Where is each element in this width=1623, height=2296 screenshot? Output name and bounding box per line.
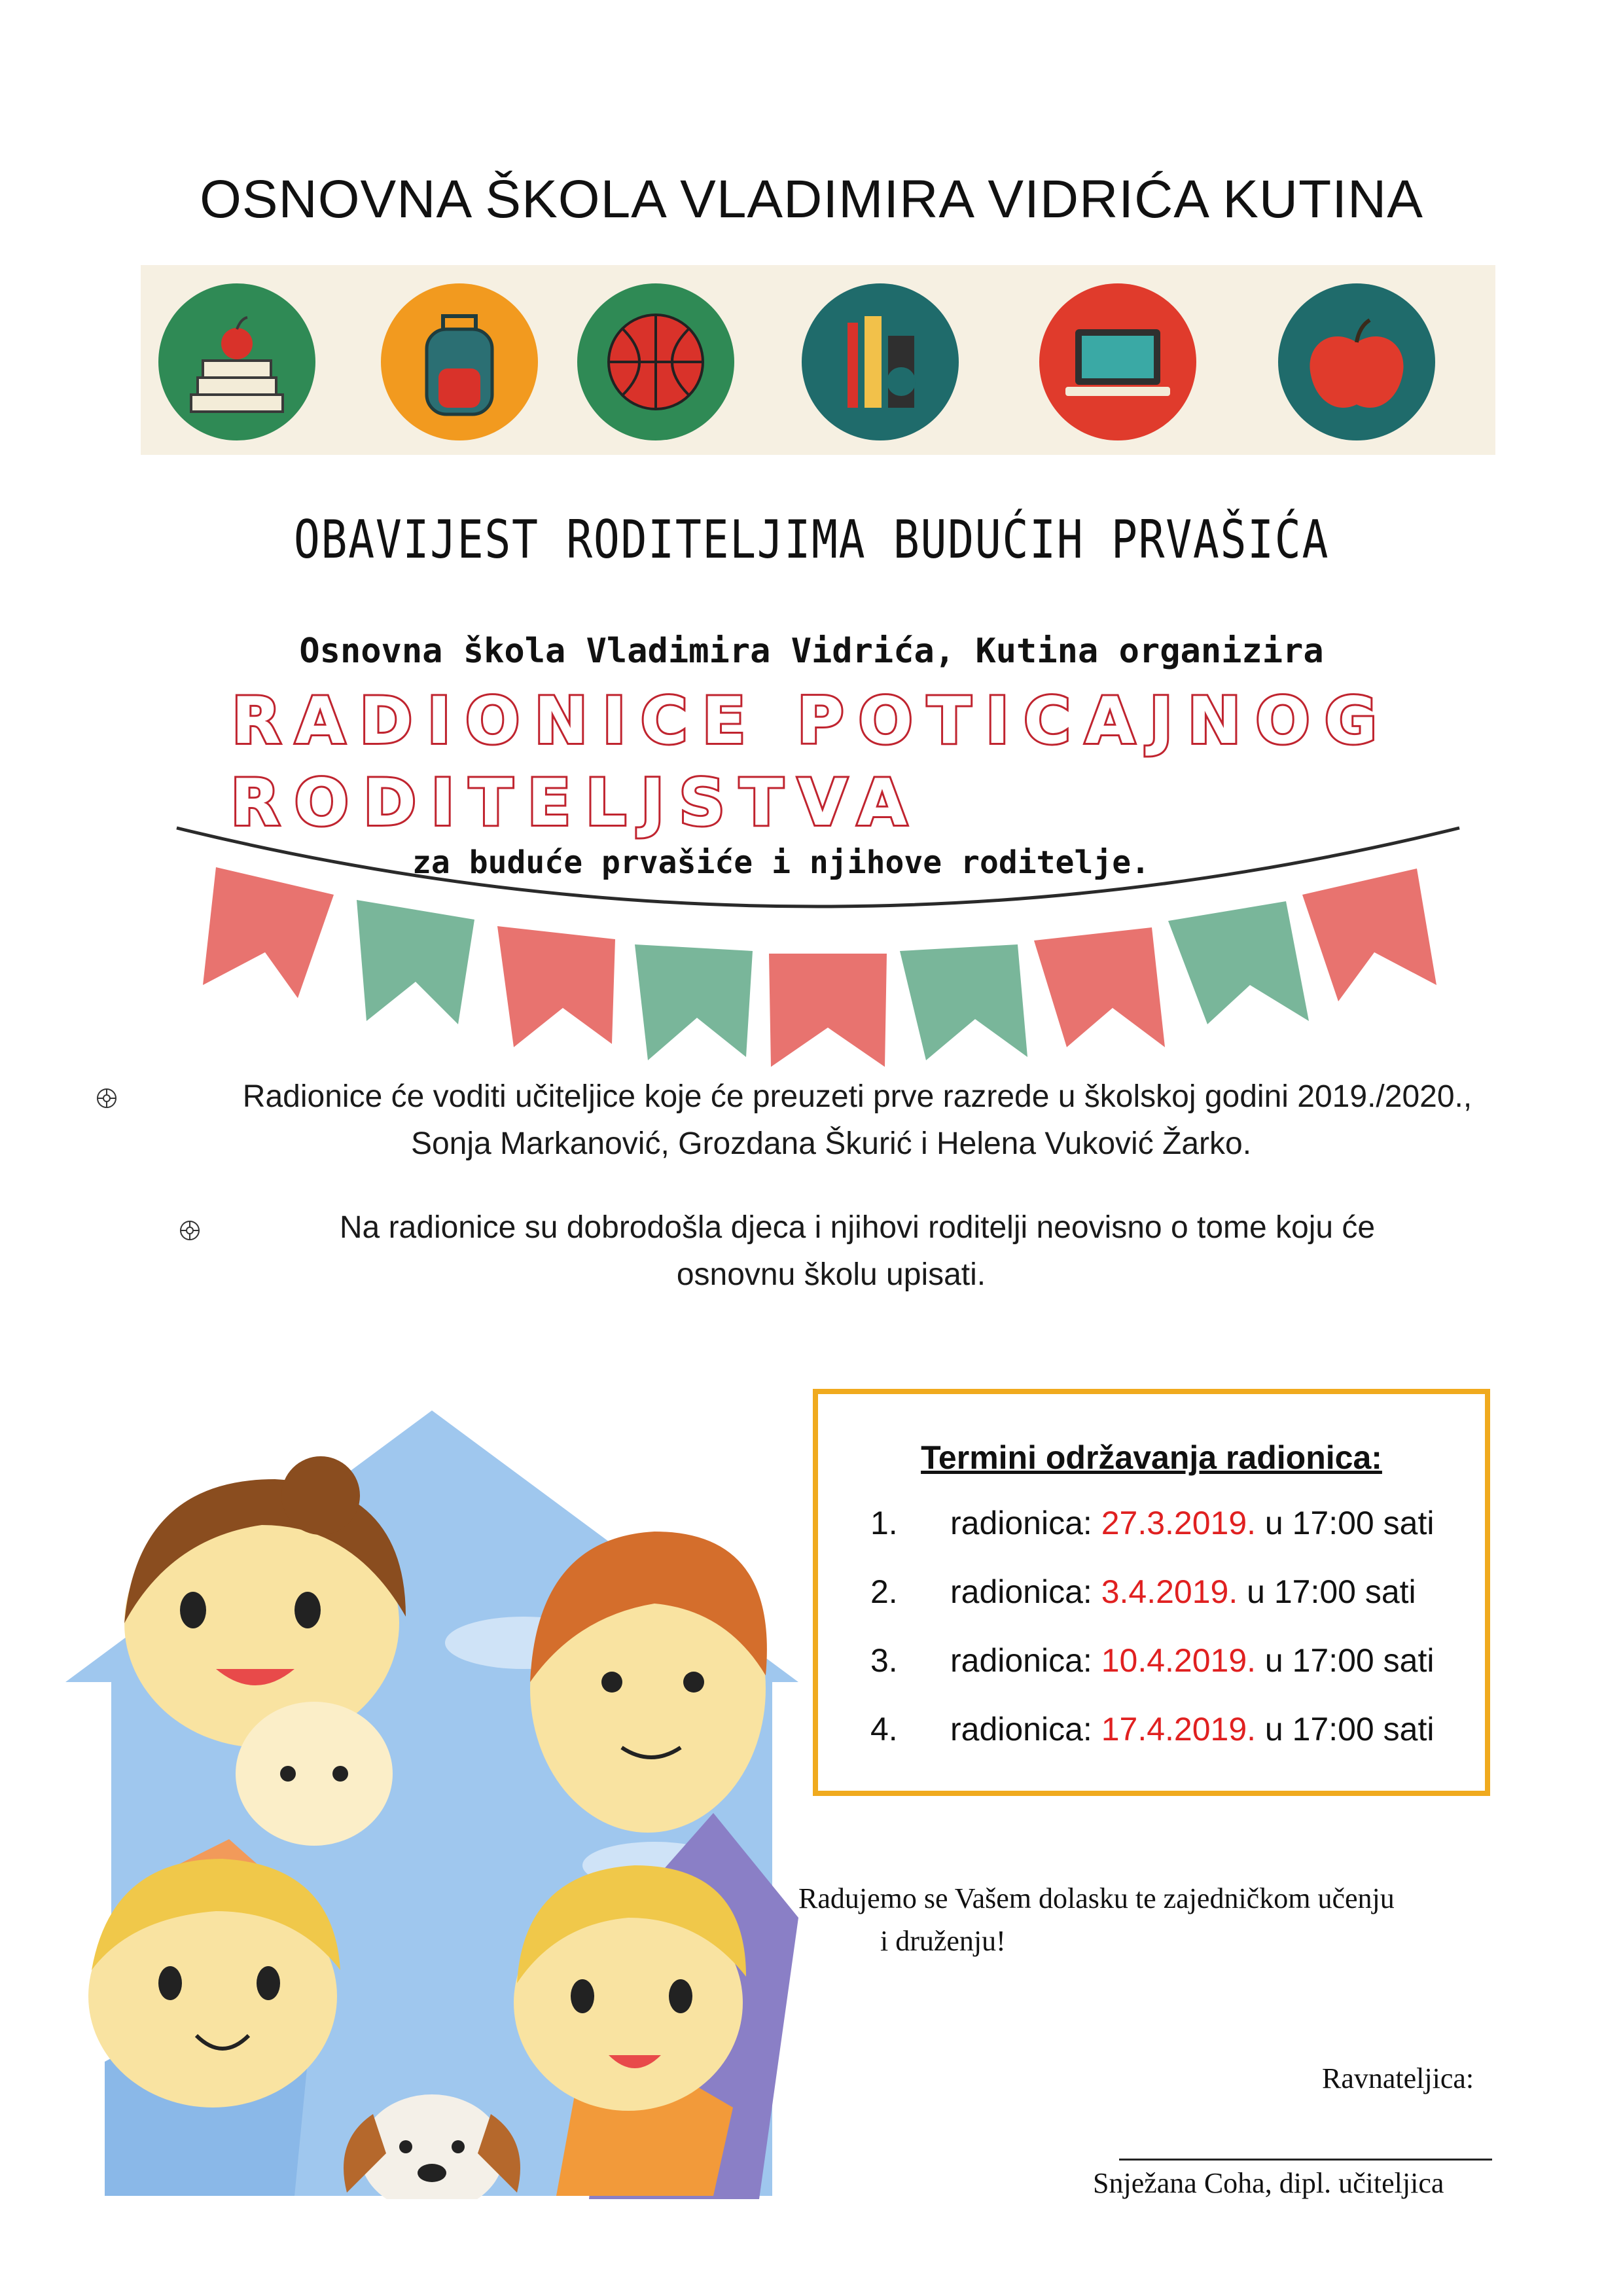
schedule-row-time: u 17:00 sati	[1238, 1573, 1416, 1610]
bullet-2-line-2: osnovnu školu upisati.	[676, 1257, 986, 1292]
schedule-row	[870, 1641, 1434, 1679]
headline-subline: za buduće prvašiće i njihove roditelje.	[412, 844, 1150, 881]
schedule-row-date: 17.4.2019.	[1101, 1711, 1257, 1748]
schedule-row-label: radionica:	[950, 1711, 1101, 1748]
organizer-line: Osnovna škola Vladimira Vidrića, Kutina organizira	[299, 632, 1324, 671]
schedule-row-date: 27.3.2019.	[1101, 1505, 1257, 1541]
schedule-row	[870, 1504, 1434, 1542]
headline-line-2: RODITELJSTVA	[230, 766, 921, 840]
backpack-icon	[381, 283, 538, 440]
schedule-box	[813, 1389, 1490, 1796]
schedule-row-time: u 17:00 sati	[1256, 1711, 1435, 1748]
schedule-row-date: 3.4.2019.	[1101, 1573, 1238, 1610]
flower-bullet-icon	[95, 1086, 118, 1110]
school-title: OSNOVNA ŠKOLA VLADIMIRA VIDRIĆA KUTINA	[200, 170, 1423, 229]
icon-band	[141, 265, 1495, 455]
bullet-item-1	[154, 1073, 1561, 1168]
apple-icon	[1278, 283, 1435, 440]
schedule-row-label: radionica:	[950, 1505, 1101, 1541]
stationery-icon	[802, 283, 959, 440]
schedule-row	[870, 1573, 1416, 1611]
bullet-2-line-1: Na radionice su dobrodošla djeca i njihovi roditelji neovisno o tome koju će	[339, 1210, 1376, 1245]
principal-role: Ravnateljica:	[1322, 2062, 1474, 2094]
bullet-item-2	[236, 1204, 1479, 1299]
schedule-row-date: 10.4.2019.	[1101, 1642, 1257, 1679]
schedule-row-number: 2.	[870, 1573, 898, 1610]
closing-line-2: i druženju!	[880, 1925, 1006, 1957]
schedule-row-number: 1.	[870, 1505, 898, 1541]
bullet-1-line-2: Sonja Markanović, Grozdana Škurić i Helena Vuković Žarko.	[410, 1126, 1252, 1161]
laptop-icon	[1039, 283, 1196, 440]
family-illustration	[65, 1407, 825, 2199]
schedule-row-number: 4.	[870, 1711, 898, 1748]
headline-line-1: RADIONICE POTICAJNOG	[231, 684, 1392, 759]
closing-line-1: Radujemo se Vašem dolasku te zajedničkom učenju	[798, 1882, 1395, 1914]
bullet-1-line-1: Radionice će voditi učiteljice koje će preuzeti prve razrede u školskoj godini 2019./2020.,	[242, 1079, 1472, 1114]
schedule-row-time: u 17:00 sati	[1256, 1505, 1435, 1541]
principal-signature: Snježana Coha, dipl. učiteljica	[1093, 2167, 1444, 2199]
schedule-row	[870, 1710, 1434, 1748]
schedule-row-label: radionica:	[950, 1573, 1101, 1610]
flower-bullet-icon	[178, 1219, 202, 1242]
basketball-icon	[577, 283, 734, 440]
notice-title: OBAVIJEST RODITELJIMA BUDUĆIH PRVAŠIĆA	[293, 509, 1330, 570]
books-apple-icon	[158, 283, 315, 440]
schedule-row-label: radionica:	[950, 1642, 1101, 1679]
schedule-title: Termini održavanja radionica:	[921, 1439, 1382, 1476]
schedule-row-number: 3.	[870, 1642, 898, 1679]
signature-line	[1119, 2159, 1492, 2161]
schedule-row-time: u 17:00 sati	[1256, 1642, 1435, 1679]
